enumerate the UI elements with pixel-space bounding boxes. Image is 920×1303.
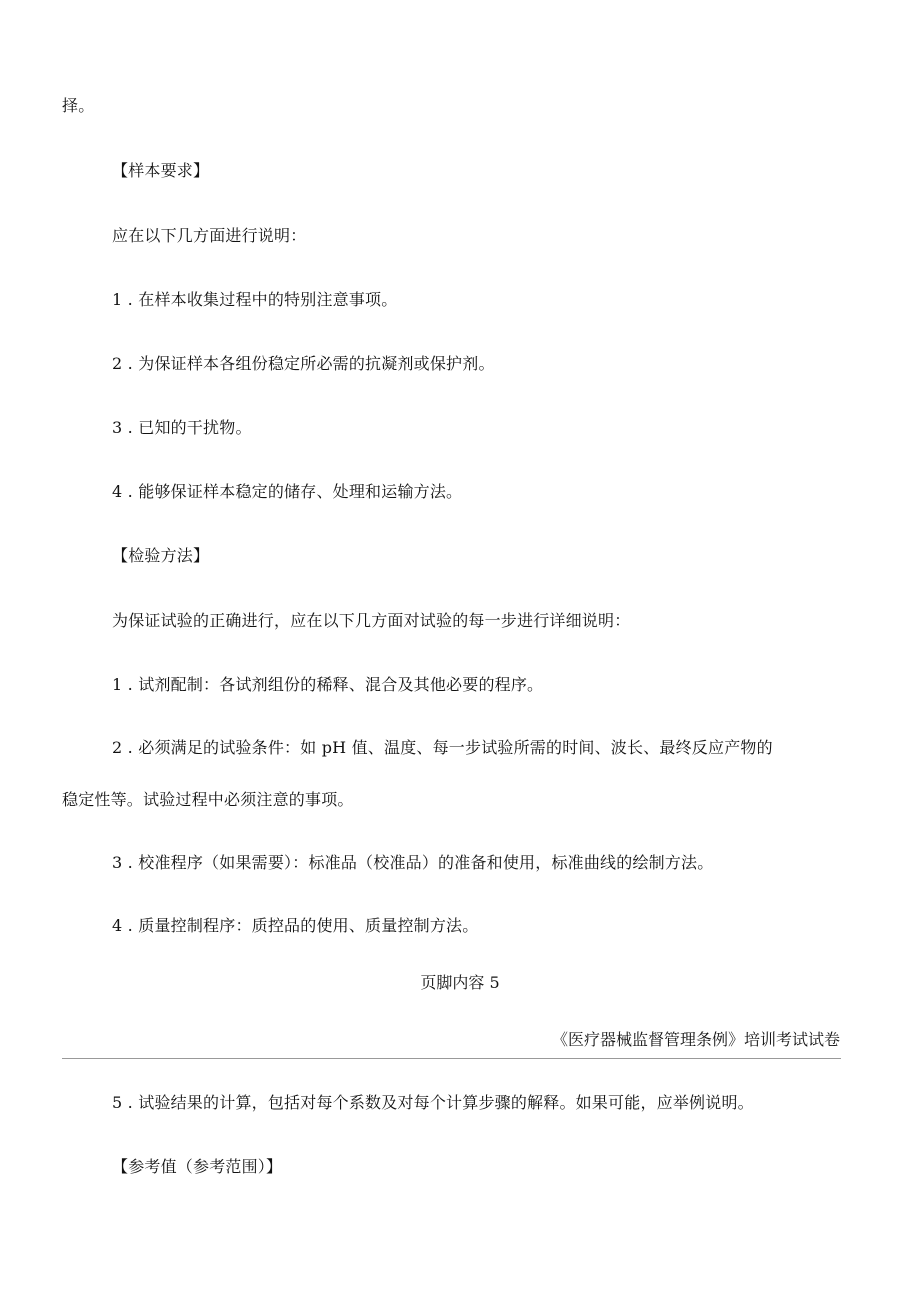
list-item: 1 . 试剂配制：各试剂组份的稀释、混合及其他必要的程序。 [112, 675, 544, 694]
list-item: 4 . 能够保证样本稳定的储存、处理和运输方法。 [112, 482, 463, 501]
list-item: 3 . 校准程序（如果需要）：标准品（校准品）的准备和使用，标准曲线的绘制方法。 [112, 853, 714, 872]
paragraph-intro: 应在以下几方面进行说明： [112, 226, 307, 245]
paragraph-continuation: 择。 [62, 96, 95, 115]
section-heading-sample: 【样本要求】 [112, 161, 210, 180]
section-heading-reference: 【参考值（参考范围）】 [112, 1157, 283, 1176]
list-item: 2 . 为保证样本各组份稳定所必需的抗凝剂或保护剂。 [112, 354, 495, 373]
list-item: 5 . 试验结果的计算，包括对每个系数及对每个计算步骤的解释。如果可能，应举例说明。 [112, 1093, 754, 1112]
list-item: 4 . 质量控制程序：质控品的使用、质量控制方法。 [112, 916, 479, 935]
list-item: 3 . 已知的干扰物。 [112, 418, 252, 437]
page-footer: 页脚内容 5 [420, 973, 500, 992]
list-item: 1 . 在样本收集过程中的特别注意事项。 [112, 290, 398, 309]
list-item-continuation: 稳定性等。试验过程中必须注意的事项。 [62, 790, 354, 809]
section-heading-method: 【检验方法】 [112, 546, 210, 565]
running-header: 《医疗器械监督管理条例》培训考试试卷 [551, 1030, 840, 1049]
header-divider [62, 1058, 841, 1059]
list-item: 2 . 必须满足的试验条件：如 pH 值、温度、每一步试验所需的时间、波长、最终反应产物的 [112, 738, 773, 757]
paragraph-intro: 为保证试验的正确进行，应在以下几方面对试验的每一步进行详细说明： [112, 611, 631, 630]
